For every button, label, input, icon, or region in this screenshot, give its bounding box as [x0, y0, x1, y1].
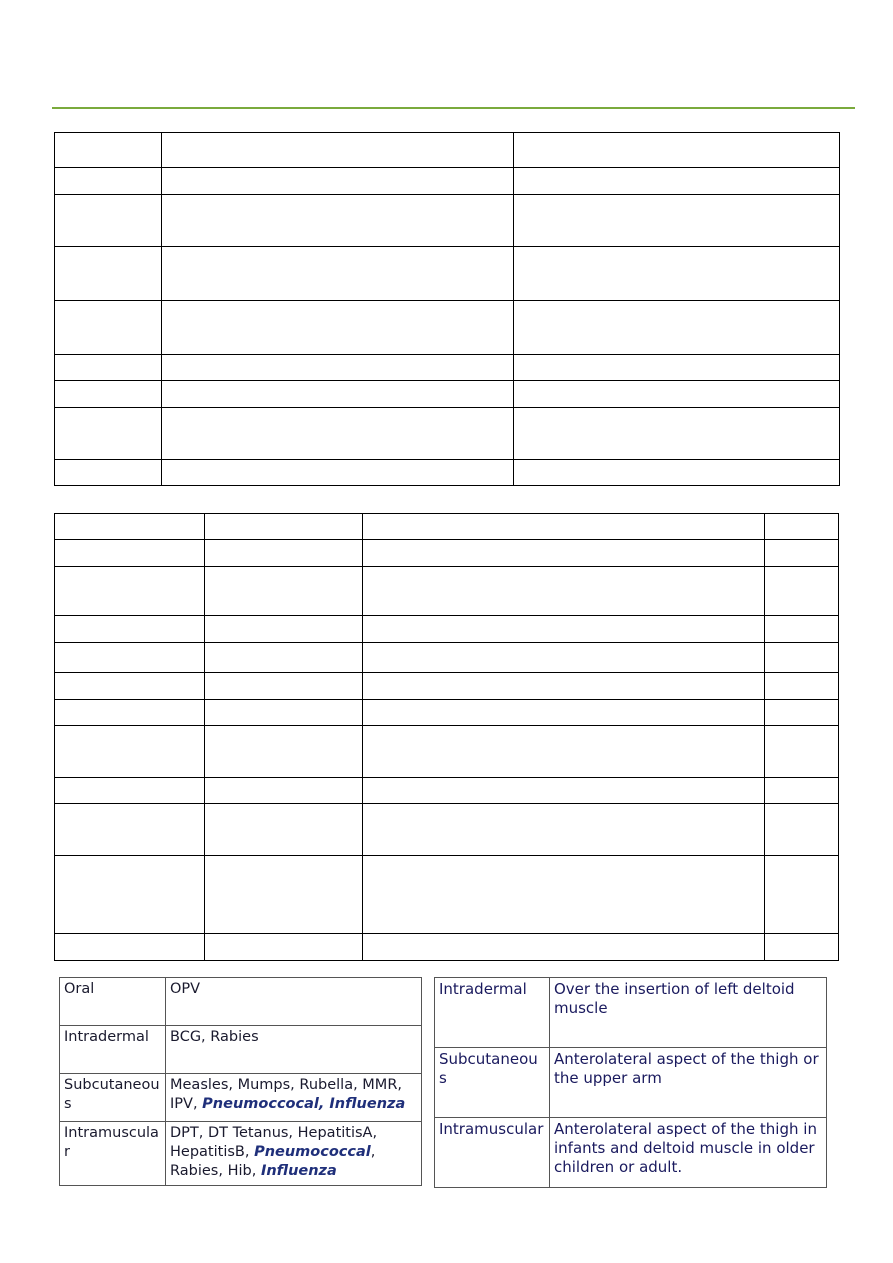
table-row	[55, 460, 840, 486]
table-row	[55, 616, 839, 643]
table-row	[55, 514, 839, 540]
routes-sites-table	[434, 977, 827, 1188]
table-row	[55, 168, 840, 195]
table-row	[60, 978, 422, 1026]
vaccines-cell: Measles, Mumps, Rubella, MMR, IPV, Pneumoccocal, Influenza	[166, 1074, 422, 1122]
route-cell: Intramuscular	[435, 1118, 550, 1188]
vaccine-emphasis: Pneumococcal	[254, 1144, 371, 1160]
route-cell: Subcutaneous	[60, 1074, 166, 1122]
vaccines-cell: BCG, Rabies	[166, 1026, 422, 1074]
table-row	[55, 726, 839, 778]
vaccines-cell: DPT, DT Tetanus, HepatitisA, HepatitisB, Pneumococcal, Rabies, Hib, Influenza	[166, 1122, 422, 1186]
route-cell: Intradermal	[60, 1026, 166, 1074]
blank-table-1	[54, 132, 840, 486]
table-row	[55, 567, 839, 616]
routes-vaccines-table	[59, 977, 422, 1186]
table-row	[435, 1048, 827, 1118]
vaccine-emphasis: Influenza	[260, 1163, 337, 1179]
table-row	[55, 856, 839, 934]
table-row	[435, 1118, 827, 1188]
table-row	[55, 540, 839, 567]
route-cell: Subcutaneous	[435, 1048, 550, 1118]
site-cell: Anterolateral aspect of the thigh in infants and deltoid muscle in older children or adult.	[550, 1118, 827, 1188]
table-row	[60, 1074, 422, 1122]
table-row	[55, 381, 840, 408]
table-row	[55, 673, 839, 700]
table-row	[55, 195, 840, 247]
site-cell: Anterolateral aspect of the thigh or the upper arm	[550, 1048, 827, 1118]
vaccine-emphasis: Pneumoccocal, Influenza	[202, 1096, 406, 1112]
route-cell: Oral	[60, 978, 166, 1026]
route-cell: Intradermal	[435, 978, 550, 1048]
table-row	[55, 133, 840, 168]
table-row	[55, 700, 839, 726]
route-cell: Intramuscular	[60, 1122, 166, 1186]
table-row	[55, 301, 840, 355]
vaccines-cell: OPV	[166, 978, 422, 1026]
table-row	[435, 978, 827, 1048]
table-row	[55, 355, 840, 381]
blank-table-2	[54, 513, 839, 961]
header-rule	[52, 107, 855, 109]
table-row	[55, 247, 840, 301]
table-row	[55, 778, 839, 804]
table-row	[60, 1122, 422, 1186]
table-row	[60, 1026, 422, 1074]
table-row	[55, 408, 840, 460]
table-row	[55, 804, 839, 856]
table-row	[55, 934, 839, 961]
site-cell: Over the insertion of left deltoid muscle	[550, 978, 827, 1048]
table-row	[55, 643, 839, 673]
